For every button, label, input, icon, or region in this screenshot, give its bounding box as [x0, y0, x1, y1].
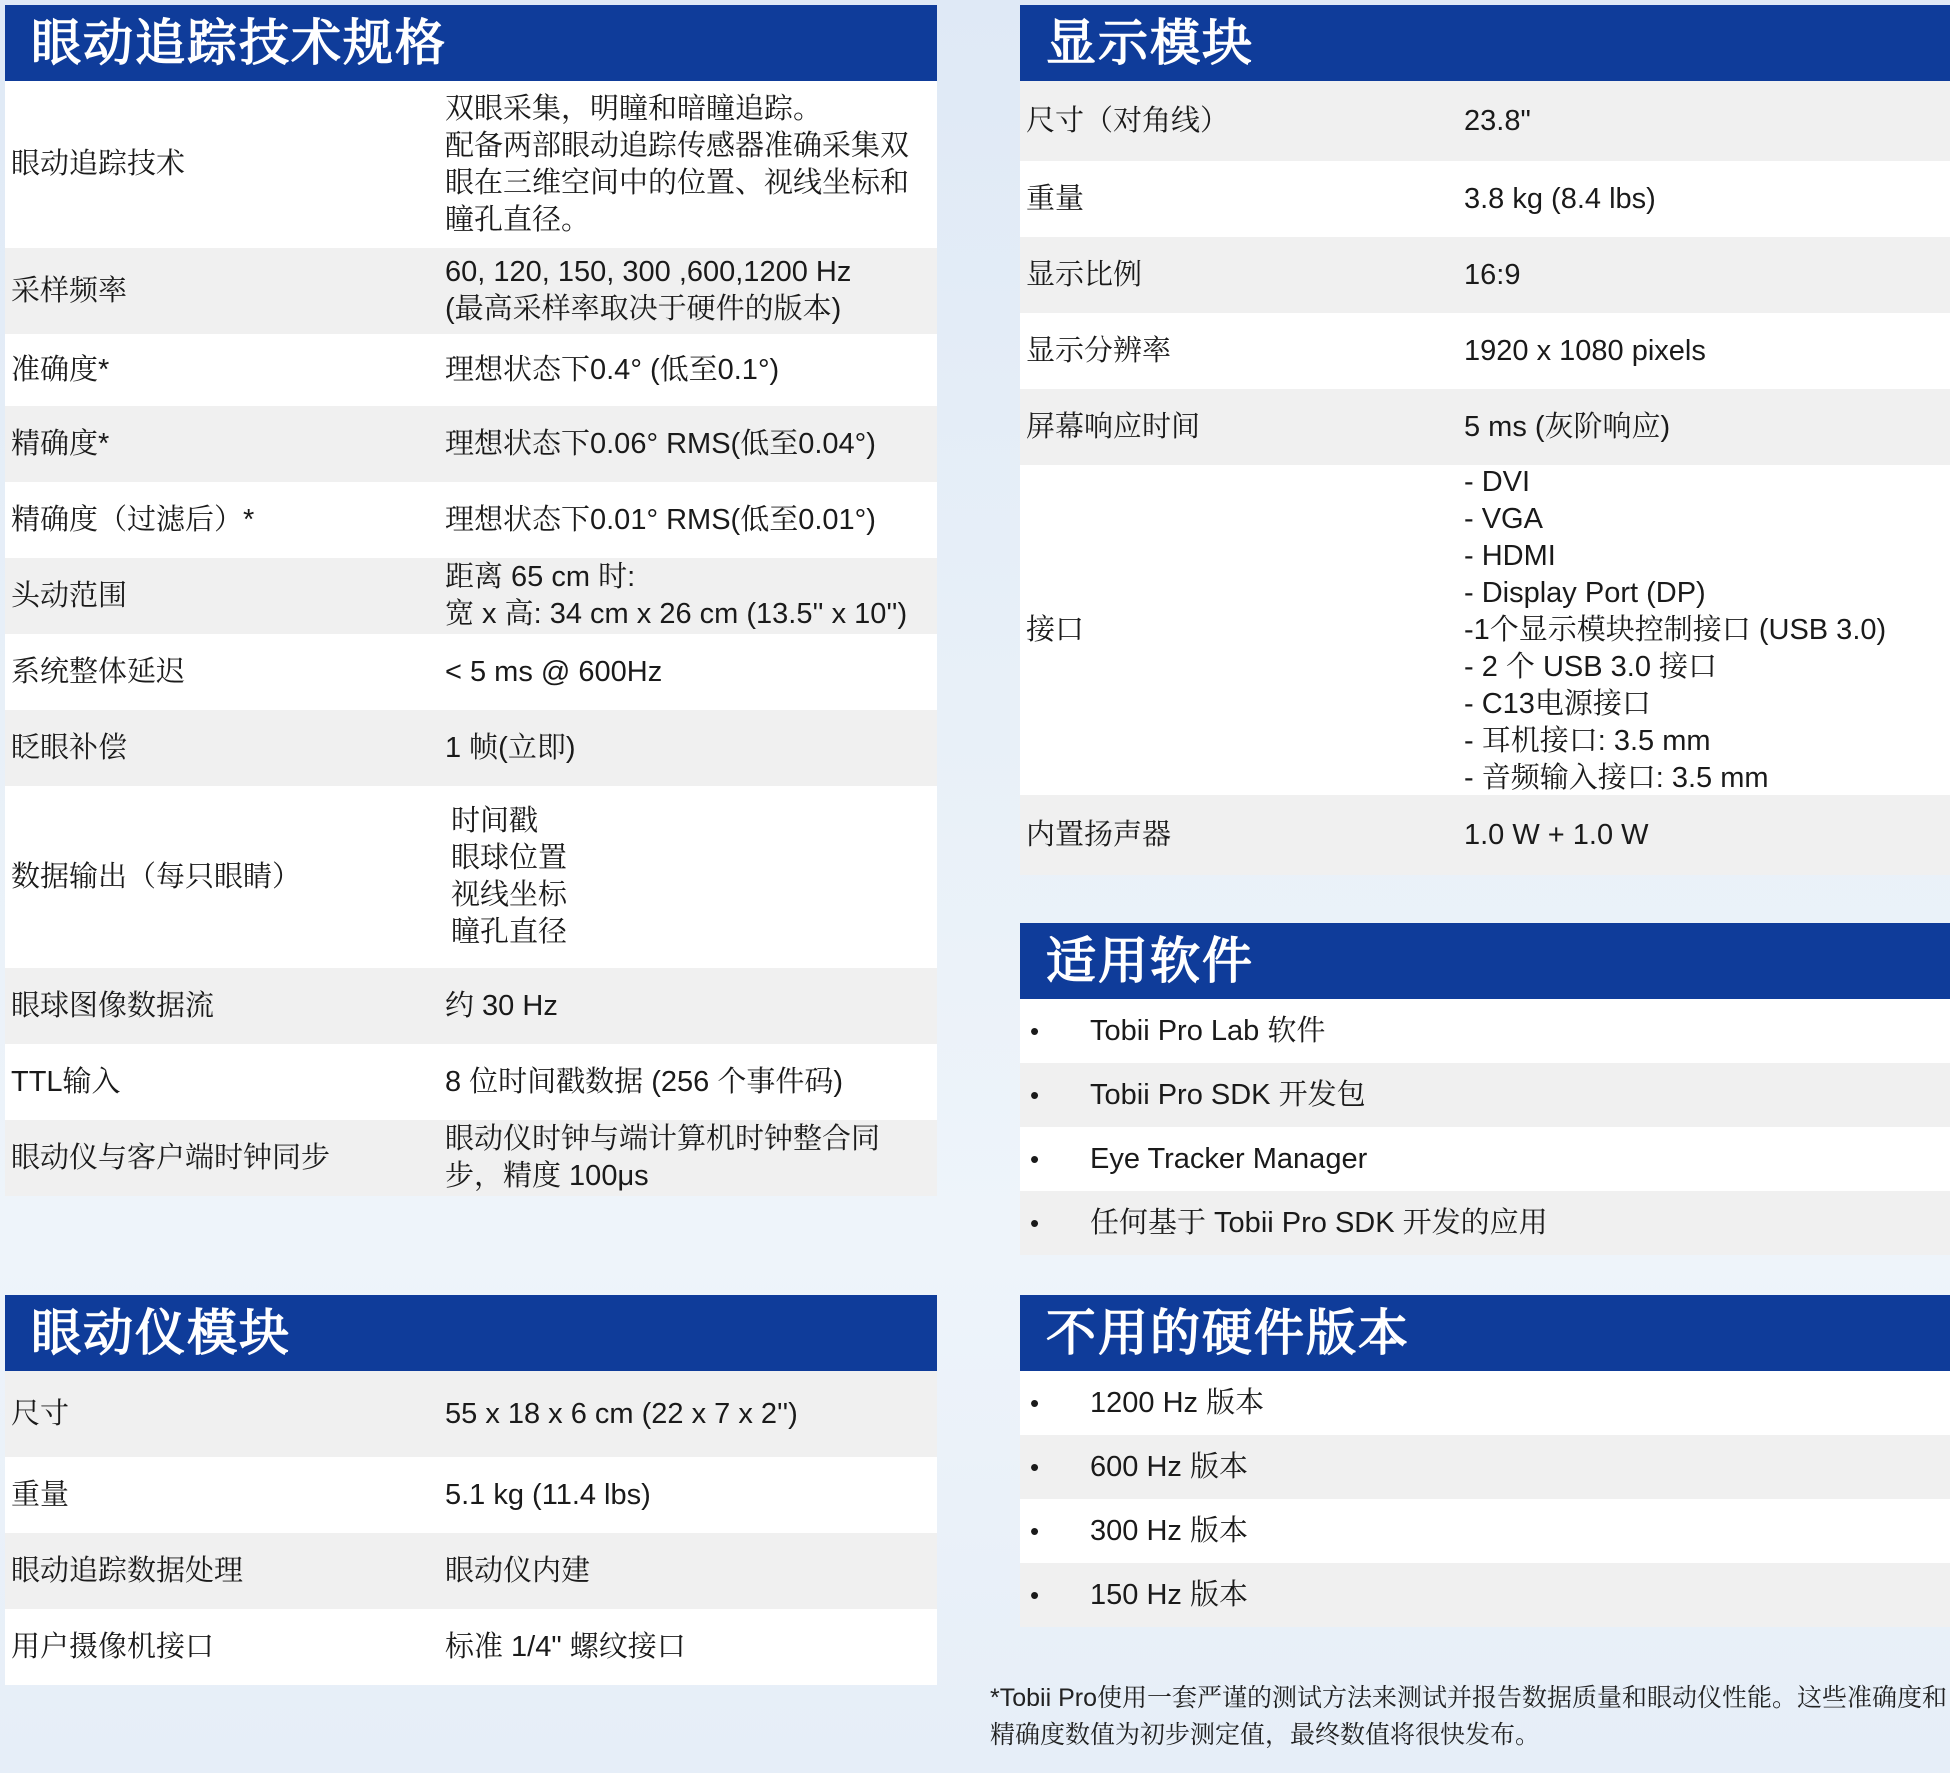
tracker-module-panel [5, 1295, 937, 1685]
spec-label: 显示比例 [1026, 258, 1143, 291]
list-item-text: Tobii Pro Lab 软件 [1090, 1014, 1326, 1047]
spec-row [1020, 795, 1950, 875]
list-item [1020, 1435, 1950, 1499]
spec-row [5, 968, 937, 1044]
spec-value-line: - 音频输入接口: 3.5 mm [1464, 761, 1769, 794]
bullet-icon: • [1030, 1207, 1040, 1238]
spec-label: 眼球图像数据流 [11, 989, 215, 1022]
list-item-text: Eye Tracker Manager [1090, 1142, 1368, 1175]
spec-value-line: 配备两部眼动追踪传感器准确采集双 [445, 129, 910, 162]
spec-value [445, 988, 937, 1025]
tracker-module-rows [5, 1371, 937, 1685]
spec-value-line: 55 x 18 x 6 cm (22 x 7 x 2'') [445, 1397, 798, 1430]
spec-value-line: 理想状态下0.01° RMS(低至0.01°) [445, 503, 876, 536]
spec-label: 尺寸（对角线） [1026, 104, 1230, 137]
list-item [1020, 1127, 1950, 1191]
list-item [1020, 1371, 1950, 1435]
spec-label: 内置扬声器 [1026, 818, 1172, 851]
list-item [1020, 1063, 1950, 1127]
bullet-icon: • [1030, 1079, 1040, 1110]
software-title: 适用软件 [1020, 923, 1950, 999]
spec-value-line: 眼球位置 [451, 842, 568, 874]
spec-label: 系统整体延迟 [11, 655, 186, 688]
bullet-icon: • [1030, 1015, 1040, 1046]
spec-row [5, 81, 937, 248]
list-item-text: 1200 Hz 版本 [1090, 1386, 1265, 1419]
spec-value [1464, 464, 1950, 797]
spec-value [445, 254, 937, 328]
list-item-text: 300 Hz 版本 [1090, 1514, 1248, 1547]
spec-row [5, 1044, 937, 1120]
spec-label: 眨眼补偿 [11, 731, 128, 764]
spec-label: 眼动追踪技术 [11, 148, 186, 180]
spec-value-line: 5.1 kg (11.4 lbs) [445, 1478, 651, 1511]
spec-value [445, 91, 937, 239]
spec-value-line: 5 ms (灰阶响应) [1464, 410, 1671, 443]
spec-row [5, 406, 937, 482]
spec-value-line: 双眼采集，明瞳和暗瞳追踪。 [445, 92, 823, 125]
list-item-text: 任何基于 Tobii Pro SDK 开发的应用 [1090, 1206, 1548, 1239]
spec-label: TTL输入 [11, 1065, 121, 1098]
spec-row [5, 786, 937, 968]
list-item [1020, 1499, 1950, 1563]
spec-value-line: 眼动仪时钟与端计算机时钟整合同 [445, 1123, 881, 1155]
hardware-versions-panel [1020, 1295, 1950, 1627]
spec-value-line: - C13电源接口 [1464, 687, 1651, 720]
spec-row [5, 1120, 937, 1196]
spec-row [5, 248, 937, 334]
spec-value-line: 1 帧(立即) [445, 731, 576, 764]
spec-row [1020, 237, 1950, 313]
spec-value-line: 眼在三维空间中的位置、视线坐标和 [445, 166, 910, 199]
spec-value-line: (最高采样率取决于硬件的版本) [445, 293, 842, 325]
bullet-icon: • [1030, 1451, 1040, 1482]
spec-value-line: - HDMI [1464, 539, 1556, 572]
spec-value [445, 426, 937, 463]
tracker-module-title: 眼动仪模块 [5, 1295, 937, 1371]
spec-value-line: 3.8 kg (8.4 lbs) [1464, 182, 1656, 215]
software-list [1020, 999, 1950, 1255]
spec-label: 尺寸 [11, 1397, 70, 1430]
spec-label: 重量 [11, 1478, 70, 1511]
spec-label: 重量 [1026, 182, 1085, 215]
footnote-line: *Tobii Pro使用一套严谨的测试方法来测试并报告数据质量和眼动仪性能。这些准确度和 [990, 1684, 1947, 1712]
spec-row [5, 1533, 937, 1609]
spec-value [445, 1121, 937, 1195]
spec-label: 屏幕响应时间 [1026, 410, 1201, 443]
spec-value [445, 1064, 937, 1101]
hardware-versions-title: 不用的硬件版本 [1020, 1295, 1950, 1371]
spec-value-line: 眼动仪内建 [445, 1554, 591, 1587]
spec-label: 数据输出（每只眼睛） [11, 860, 302, 893]
spec-value-line: - 2 个 USB 3.0 接口 [1464, 650, 1718, 683]
spec-value-line: 瞳孔直径。 [445, 203, 591, 236]
spec-row [5, 710, 937, 786]
spec-value-line: < 5 ms @ 600Hz [445, 655, 663, 688]
spec-value-line: 16:9 [1464, 258, 1521, 291]
spec-value-line: 60, 120, 150, 300 ,600,1200 Hz [445, 256, 852, 288]
spec-value [445, 502, 937, 539]
eye-tracking-spec-panel [5, 5, 937, 1196]
eye-tracking-spec-rows [5, 81, 937, 1196]
list-item-text: Tobii Pro SDK 开发包 [1090, 1078, 1366, 1111]
list-item-text: 600 Hz 版本 [1090, 1450, 1248, 1483]
spec-row [1020, 81, 1950, 161]
display-module-rows [1020, 81, 1950, 875]
spec-value-line: 视线坐标 [451, 879, 568, 911]
spec-label: 眼动仪与客户端时钟同步 [11, 1141, 331, 1174]
spec-value [445, 803, 937, 951]
spec-row [1020, 465, 1950, 795]
bullet-icon: • [1030, 1143, 1040, 1174]
spec-label: 用户摄像机接口 [11, 1630, 215, 1663]
hardware-versions-list [1020, 1371, 1950, 1627]
spec-value [445, 1553, 937, 1590]
spec-value-line: - VGA [1464, 502, 1543, 535]
spec-row [5, 1609, 937, 1685]
spec-row [1020, 161, 1950, 237]
spec-row [5, 334, 937, 406]
spec-value [1464, 181, 1950, 218]
spec-value-line: 23.8" [1464, 104, 1531, 137]
spec-label: 精确度（过滤后）* [11, 503, 255, 536]
spec-label: 采样频率 [11, 274, 128, 307]
spec-value-line: 瞳孔直径 [451, 916, 568, 948]
spec-row [1020, 389, 1950, 465]
spec-value [1464, 103, 1950, 140]
spec-value-line: 时间戳 [451, 805, 539, 837]
spec-value-line: 1.0 W + 1.0 W [1464, 818, 1649, 851]
display-module-panel [1020, 5, 1950, 875]
spec-value-line: - 耳机接口: 3.5 mm [1464, 724, 1711, 757]
spec-row [5, 1371, 937, 1457]
spec-value [1464, 257, 1950, 294]
spec-value [1464, 333, 1950, 370]
spec-value-line: 约 30 Hz [445, 989, 558, 1022]
spec-value-line: 标准 1/4" 螺纹接口 [445, 1630, 686, 1663]
spec-value [1464, 817, 1950, 854]
spec-label: 准确度* [11, 353, 110, 386]
spec-row [5, 482, 937, 558]
spec-value [445, 559, 937, 633]
display-module-title: 显示模块 [1020, 5, 1950, 81]
spec-value-line: 理想状态下0.4° (低至0.1°) [445, 353, 780, 386]
spec-value-line: - DVI [1464, 465, 1531, 498]
spec-value [1464, 409, 1950, 446]
spec-row [1020, 313, 1950, 389]
spec-value [445, 1396, 937, 1433]
spec-label: 接口 [1026, 613, 1085, 646]
list-item [1020, 1563, 1950, 1627]
spec-value-line: -1个显示模块控制接口 (USB 3.0) [1464, 613, 1887, 646]
bullet-icon: • [1030, 1515, 1040, 1546]
spec-label: 精确度* [11, 427, 110, 460]
spec-value-line: - Display Port (DP) [1464, 576, 1706, 609]
list-item-text: 150 Hz 版本 [1090, 1578, 1248, 1611]
spec-value-line: 宽 x 高: 34 cm x 26 cm (13.5'' x 10'') [445, 598, 908, 630]
list-item [1020, 1191, 1950, 1255]
spec-value-line: 理想状态下0.06° RMS(低至0.04°) [445, 427, 876, 460]
spec-value [445, 352, 937, 389]
spec-value [445, 730, 937, 767]
spec-label: 显示分辨率 [1026, 334, 1172, 367]
footnote [990, 1680, 1950, 1754]
spec-row [5, 1457, 937, 1533]
list-item [1020, 999, 1950, 1063]
spec-value-line: 1920 x 1080 pixels [1464, 334, 1706, 367]
spec-value [445, 1477, 937, 1514]
spec-value [445, 654, 937, 691]
spec-value [445, 1629, 937, 1666]
spec-value-line: 8 位时间戳数据 (256 个事件码) [445, 1065, 843, 1098]
bullet-icon: • [1030, 1579, 1040, 1610]
spec-label: 头动范围 [11, 579, 128, 612]
spec-value-line: 步，精度 100μs [445, 1160, 649, 1192]
bullet-icon: • [1030, 1387, 1040, 1418]
eye-tracking-spec-title: 眼动追踪技术规格 [5, 5, 937, 81]
spec-label: 眼动追踪数据处理 [11, 1554, 244, 1587]
spec-row [5, 634, 937, 710]
software-panel [1020, 923, 1950, 1255]
footnote-line: 精确度数值为初步测定值，最终数值将很快发布。 [990, 1721, 1541, 1749]
spec-row [5, 558, 937, 634]
spec-value-line: 距离 65 cm 时: [445, 561, 636, 593]
